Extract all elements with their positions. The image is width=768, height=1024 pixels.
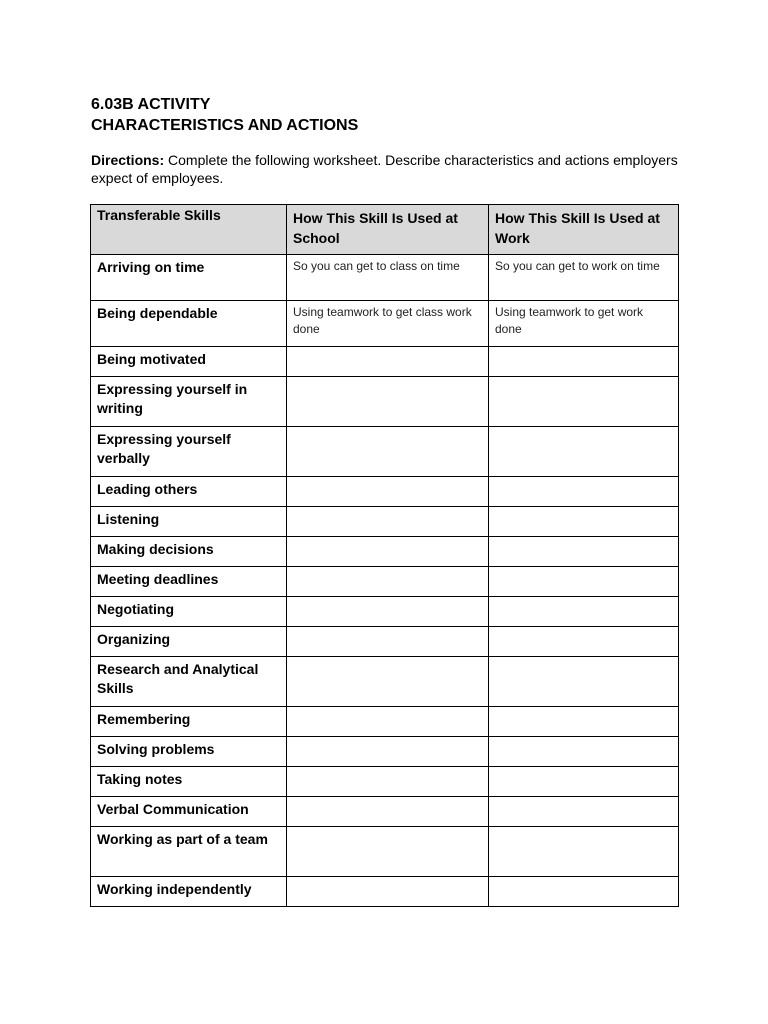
table-header-row xyxy=(91,205,679,255)
work-cell[interactable]: Using teamwork to get work done xyxy=(489,301,679,347)
school-cell[interactable] xyxy=(287,707,489,737)
school-cell[interactable] xyxy=(287,737,489,767)
activity-name: CHARACTERISTICS AND ACTIONS xyxy=(91,117,359,134)
school-cell[interactable] xyxy=(287,537,489,567)
skills-worksheet-table xyxy=(90,204,679,907)
skill-cell: Remembering xyxy=(91,707,287,737)
table-row xyxy=(91,657,679,707)
table-row xyxy=(91,301,679,347)
skill-cell: Working independently xyxy=(91,877,287,907)
school-cell[interactable]: Using teamwork to get class work done xyxy=(287,301,489,347)
skill-cell: Being motivated xyxy=(91,347,287,377)
skill-cell: Meeting deadlines xyxy=(91,567,287,597)
header-used-at-school: How This Skill Is Used at School xyxy=(287,205,489,255)
work-cell[interactable] xyxy=(489,347,679,377)
table-row xyxy=(91,707,679,737)
directions xyxy=(91,151,691,187)
work-cell[interactable] xyxy=(489,507,679,537)
skill-cell: Research and Analytical Skills xyxy=(91,657,287,707)
school-cell[interactable] xyxy=(287,767,489,797)
skill-cell: Working as part of a team xyxy=(91,827,287,877)
table-row xyxy=(91,477,679,507)
work-cell[interactable] xyxy=(489,827,679,877)
work-cell[interactable] xyxy=(489,597,679,627)
table-row xyxy=(91,537,679,567)
table-row xyxy=(91,737,679,767)
skill-cell: Arriving on time xyxy=(91,255,287,301)
skill-cell: Organizing xyxy=(91,627,287,657)
activity-number: 6.03B ACTIVITY xyxy=(91,96,211,113)
table-row xyxy=(91,767,679,797)
directions-text: Complete the following worksheet. Describe characteristics and actions employers expect of employees. xyxy=(91,152,678,186)
table-row xyxy=(91,827,679,877)
work-cell[interactable] xyxy=(489,797,679,827)
school-cell[interactable] xyxy=(287,657,489,707)
table-row xyxy=(91,377,679,427)
work-cell[interactable] xyxy=(489,377,679,427)
skill-cell: Being dependable xyxy=(91,301,287,347)
skill-cell: Listening xyxy=(91,507,287,537)
school-cell[interactable] xyxy=(287,627,489,657)
header-transferable-skills: Transferable Skills xyxy=(91,205,287,255)
skill-cell: Making decisions xyxy=(91,537,287,567)
school-cell[interactable] xyxy=(287,507,489,537)
skill-cell: Verbal Communication xyxy=(91,797,287,827)
school-cell[interactable] xyxy=(287,427,489,477)
table-row xyxy=(91,507,679,537)
table-row xyxy=(91,347,679,377)
table-row xyxy=(91,255,679,301)
document-title xyxy=(91,94,358,136)
school-cell[interactable]: So you can get to class on time xyxy=(287,255,489,301)
directions-label: Directions: xyxy=(91,152,165,168)
school-cell[interactable] xyxy=(287,797,489,827)
work-cell[interactable] xyxy=(489,767,679,797)
school-cell[interactable] xyxy=(287,567,489,597)
school-cell[interactable] xyxy=(287,877,489,907)
work-cell[interactable] xyxy=(489,477,679,507)
skill-cell: Taking notes xyxy=(91,767,287,797)
school-cell[interactable] xyxy=(287,377,489,427)
table-row xyxy=(91,567,679,597)
skill-cell: Expressing yourself verbally xyxy=(91,427,287,477)
skill-cell: Expressing yourself in writing xyxy=(91,377,287,427)
school-cell[interactable] xyxy=(287,597,489,627)
work-cell[interactable] xyxy=(489,877,679,907)
work-cell[interactable] xyxy=(489,537,679,567)
work-cell[interactable]: So you can get to work on time xyxy=(489,255,679,301)
table-row xyxy=(91,597,679,627)
skill-cell: Negotiating xyxy=(91,597,287,627)
skill-cell: Leading others xyxy=(91,477,287,507)
table-row xyxy=(91,797,679,827)
work-cell[interactable] xyxy=(489,627,679,657)
school-cell[interactable] xyxy=(287,347,489,377)
skill-cell: Solving problems xyxy=(91,737,287,767)
header-used-at-work: How This Skill Is Used at Work xyxy=(489,205,679,255)
school-cell[interactable] xyxy=(287,827,489,877)
table-row xyxy=(91,627,679,657)
work-cell[interactable] xyxy=(489,657,679,707)
work-cell[interactable] xyxy=(489,427,679,477)
work-cell[interactable] xyxy=(489,737,679,767)
table-row xyxy=(91,427,679,477)
table-row xyxy=(91,877,679,907)
work-cell[interactable] xyxy=(489,707,679,737)
school-cell[interactable] xyxy=(287,477,489,507)
work-cell[interactable] xyxy=(489,567,679,597)
